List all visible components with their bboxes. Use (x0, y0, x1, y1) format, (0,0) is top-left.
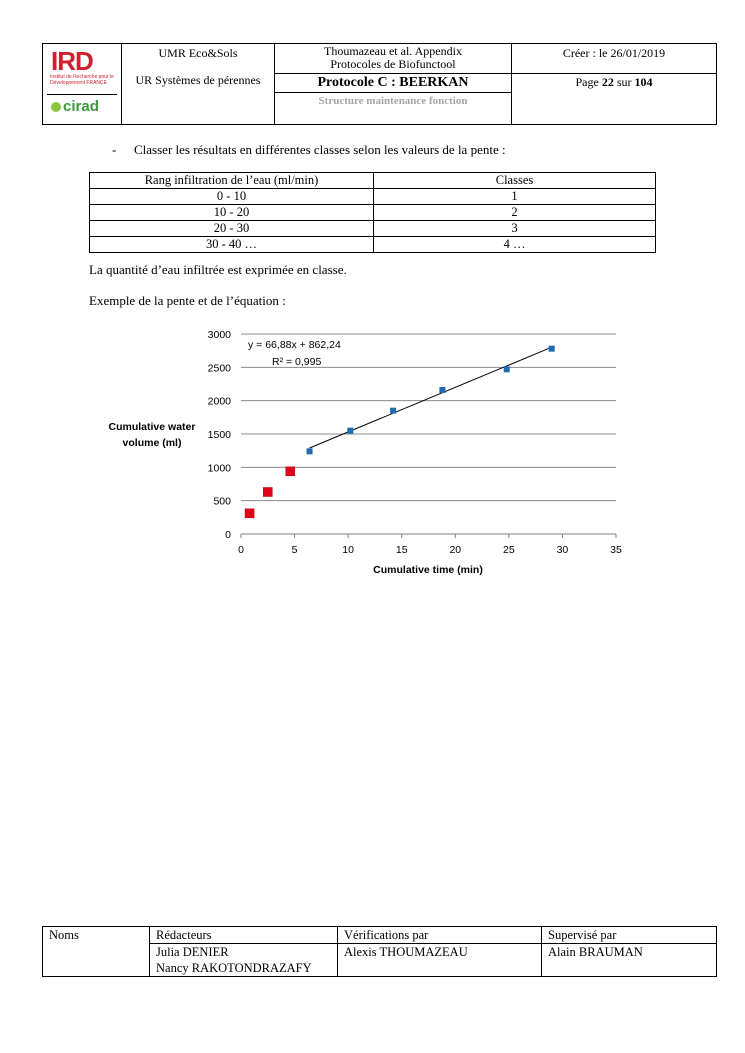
data-points (245, 346, 555, 518)
created-date: Créer : le 26/01/2019 (512, 44, 717, 74)
data-point-fitted (347, 428, 353, 434)
footer-verifier: Alexis THOUMAZEAU (338, 944, 542, 977)
trend-r-squared: R² = 0,995 (272, 356, 322, 368)
x-tick-label: 10 (342, 544, 354, 556)
trend-equation: y = 66,88x + 862,24 (248, 339, 341, 351)
data-point-fitted (549, 346, 555, 352)
editor-name: Julia DENIER (156, 945, 229, 959)
table-cell: 3 (374, 221, 656, 237)
table-cell: 2 (374, 205, 656, 221)
page-number: Page 22 sur 104 (512, 74, 717, 125)
bullet-marker: - (112, 142, 117, 157)
org-line2: UR Systèmes de pérennes (135, 73, 261, 87)
table-cell: 0 - 10 (90, 189, 374, 205)
footer-editors (150, 944, 338, 977)
table-header-cell: Classes (374, 173, 656, 189)
y-tick-label: 1000 (207, 462, 231, 475)
signature-footer (42, 926, 717, 977)
data-point-fitted (504, 366, 510, 372)
y-tick-label: 500 (213, 495, 231, 508)
x-axis-ticks (238, 534, 622, 556)
section-subtitle: Structure maintenance fonction (318, 94, 468, 107)
data-point-fitted (439, 387, 445, 393)
footer-names-label: Noms (43, 927, 150, 977)
y-tick-label: 1500 (207, 429, 231, 441)
table-cell: 30 - 40 … (90, 237, 374, 253)
x-tick-label: 5 (291, 544, 298, 556)
footer-editors-header: Rédacteurs (150, 927, 338, 944)
table-cell: 4 … (374, 237, 656, 253)
table-cell: 10 - 20 (90, 205, 374, 221)
x-tick-label: 20 (449, 544, 462, 556)
footer-verification-header: Vérifications par (338, 927, 542, 944)
data-point-excluded (286, 467, 295, 476)
paragraph-classes: La quantité d’eau infiltrée est exprimée en classe. (89, 262, 347, 277)
table-cell: 20 - 30 (90, 221, 374, 237)
data-point-excluded (263, 488, 272, 497)
data-point-excluded (245, 509, 254, 518)
y-tick-label: 3000 (207, 329, 231, 341)
ird-logo: IRD (51, 46, 93, 76)
editor-name: Nancy RAKOTONDRAZAFY (156, 961, 312, 975)
data-point-fitted (390, 408, 396, 414)
intro-text: Classer les résultats en différentes classes selon les valeurs de la pente : (134, 142, 506, 157)
x-tick-label: 35 (610, 544, 622, 556)
x-axis-label: Cumulative time (min) (373, 564, 483, 576)
y-axis-label-line2: volume (ml) (122, 437, 182, 449)
y-axis-label-line1: Cumulative water (108, 421, 196, 433)
protocol-title: Protocole C : BEERKAN (275, 74, 512, 92)
ref-line2: Protocoles de Biofunctool (330, 57, 456, 71)
cirad-logo: cirad (51, 98, 99, 115)
y-tick-label: 2000 (207, 395, 231, 408)
x-tick-label: 15 (395, 544, 408, 556)
ref-line1: Thoumazeau et al. Appendix (324, 44, 462, 58)
ird-logo-subtitle: Institut de Recherche pour le Développement FRANCE (50, 74, 114, 86)
x-tick-label: 25 (503, 544, 515, 556)
table-header-cell: Rang infiltration de l’eau (ml/min) (90, 173, 374, 189)
x-tick-label: 0 (238, 544, 244, 556)
trendline (310, 347, 552, 448)
footer-supervisor-header: Supervisé par (542, 927, 717, 944)
y-tick-label: 0 (225, 529, 231, 541)
org-line1: UMR Eco&Sols (158, 46, 238, 60)
footer-supervisor: Alain BRAUMAN (542, 944, 717, 977)
x-tick-label: 30 (556, 544, 569, 556)
table-cell: 1 (374, 189, 656, 205)
data-point-fitted (307, 448, 313, 454)
y-tick-label: 2500 (207, 362, 231, 375)
y-axis-ticks (208, 329, 232, 541)
paragraph-example: Exemple de la pente et de l’équation : (89, 293, 286, 308)
